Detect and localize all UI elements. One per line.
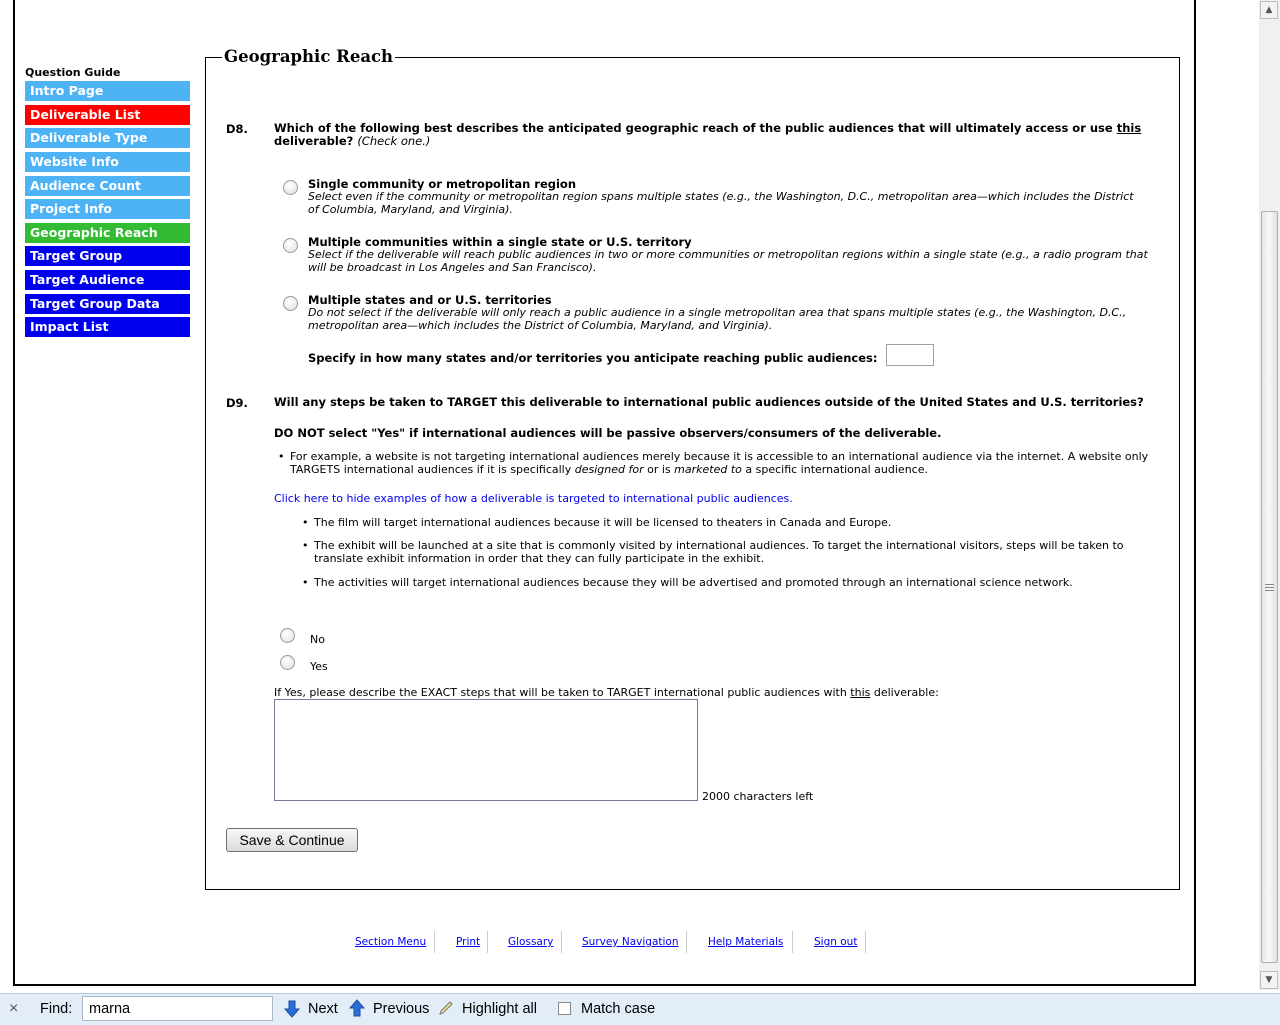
question-guide-title: Question Guide	[25, 66, 121, 79]
find-input[interactable]	[82, 996, 273, 1021]
scrollbar-thumb[interactable]	[1261, 211, 1278, 963]
d8-option-multi-community-desc: Select if the deliverable will reach public audiences in two or more communities or metropolitan regions within a single state (e.g., a radio program that will be broadcast in Los Angeles and San Francisco).	[308, 248, 1148, 274]
scroll-up-arrow-icon[interactable]: ▲	[1260, 1, 1278, 19]
d8-option-multi-state-desc: Do not select if the deliverable will only reach a public audience in a single metropolitan area that spans multiple states (e.g., the Washington, D.C., metropolitan area—which includes the District of Columbia, Maryland, and Virginia).	[308, 306, 1127, 332]
footer-sign-out-link[interactable]: Sign out	[814, 936, 858, 948]
d9-describe-label-this: this	[850, 686, 871, 699]
highlight-all-button[interactable]	[462, 1001, 537, 1017]
find-bar	[0, 993, 1280, 1025]
d9-describe-label-b: deliverable:	[870, 686, 939, 699]
footer-separator	[561, 931, 562, 953]
question-number-d9: D9.	[226, 396, 248, 410]
d8-option-multi-community-title: Multiple communities within a single state or U.S. territory	[308, 235, 692, 249]
d8-option-multi-community-radio[interactable]	[283, 238, 298, 253]
highlight-all-label: Highlight all	[462, 1001, 537, 1017]
nav-item-website-info[interactable]: Website Info	[25, 152, 190, 172]
nav-item-impact-list[interactable]: Impact List	[25, 317, 190, 337]
highlighter-icon	[437, 999, 455, 1017]
d9-yes-label: Yes	[310, 660, 328, 673]
d9-describe-label-a: If Yes, please describe the EXACT steps that will be taken to TARGET international public audiences with	[274, 686, 851, 699]
previous-arrow-icon	[349, 999, 365, 1017]
d9-steps-textarea[interactable]	[274, 699, 698, 801]
d8-option-multi-state-radio[interactable]	[283, 296, 298, 311]
specify-states-input[interactable]	[886, 344, 934, 366]
d9-example-note	[290, 450, 1152, 476]
next-arrow-icon	[284, 1000, 300, 1018]
d9-no-radio[interactable]	[280, 628, 295, 643]
d9-describe-label	[274, 686, 939, 699]
d9-example-note-a: For example, a website is not targeting international audiences merely because it is accessible to an international audience via the internet. A website only TARGETS international audiences if it is specifically	[290, 450, 1149, 476]
footer-separator	[792, 931, 793, 953]
d9-example-item: • The film will target international audiences because it will be licensed to theaters in Canada and Europe.	[314, 516, 1154, 529]
question-text-d8-a: Which of the following best describes the anticipated geographic reach of the public audiences that will ultimately access or use	[274, 121, 1117, 135]
characters-left-counter: 2000 characters left	[702, 790, 814, 803]
nav-item-audience-count[interactable]: Audience Count	[25, 176, 190, 196]
question-text-d8-this: this	[1116, 121, 1142, 135]
d9-example-note-designed: designed for	[574, 463, 644, 476]
footer-separator	[487, 931, 488, 953]
nav-item-intro-page[interactable]: Intro Page	[25, 81, 190, 101]
find-next-button[interactable]	[308, 1001, 338, 1017]
save-continue-button[interactable]: Save & Continue	[226, 828, 358, 852]
footer-separator	[686, 931, 687, 953]
section-legend: Geographic Reach	[224, 47, 394, 66]
d9-warning: DO NOT select "Yes" if international audiences will be passive observers/consumers of the deliverable.	[274, 426, 942, 440]
nav-item-deliverable-list[interactable]: Deliverable List	[25, 105, 190, 125]
match-case-checkbox[interactable]	[558, 1002, 571, 1015]
question-number-d8: D8.	[226, 122, 248, 136]
d9-example-note-or: or is	[643, 463, 675, 476]
scroll-down-arrow-icon[interactable]: ▼	[1260, 971, 1278, 989]
d9-example-note-b: a specific international audience.	[741, 463, 928, 476]
question-text-d8-b: deliverable?	[274, 134, 354, 148]
nav-item-target-audience[interactable]: Target Audience	[25, 270, 190, 290]
nav-item-project-info[interactable]: Project Info	[25, 199, 190, 219]
nav-item-target-group-data[interactable]: Target Group Data	[25, 294, 190, 314]
question-hint-d8: (Check one.)	[357, 134, 431, 148]
footer-print-link[interactable]: Print	[456, 936, 481, 948]
question-text-d9: Will any steps be taken to TARGET this deliverable to international public audiences outside of the United States and U.S. territories?	[274, 395, 1144, 409]
close-findbar-icon[interactable]: ×	[9, 1000, 19, 1017]
nav-item-target-group[interactable]: Target Group	[25, 246, 190, 266]
d9-example-note-marketed: marketed to	[674, 463, 742, 476]
nav-item-geographic-reach[interactable]: Geographic Reach	[25, 223, 190, 243]
d8-option-single-radio[interactable]	[283, 180, 298, 195]
footer-help-materials-link[interactable]: Help Materials	[708, 936, 784, 948]
d9-no-label: No	[310, 633, 325, 646]
d8-option-single-desc: Select even if the community or metropolitan region spans multiple states (e.g., the Washington, D.C., metropolitan area—which includes the District of Columbia, Maryland, and Virginia).	[308, 190, 1134, 216]
question-text-d8	[274, 122, 1149, 148]
d8-option-single-title: Single community or metropolitan region	[308, 177, 577, 191]
footer-separator	[865, 931, 866, 953]
footer-separator	[434, 931, 435, 953]
specify-states-label: Specify in how many states and/or territories you anticipate reaching public audiences:	[308, 351, 878, 365]
match-case-label[interactable]: Match case	[581, 1001, 656, 1017]
find-previous-label: Previous	[373, 1001, 430, 1017]
d9-example-item: • The activities will target international audiences because they will be advertised and promoted through an international science network.	[314, 576, 1154, 589]
find-next-label: Next	[308, 1001, 338, 1017]
grip-icon	[1265, 584, 1274, 585]
d9-example-item: • The exhibit will be launched at a site that is commonly visited by international audiences. To target the international visitors, steps will be taken to translate exhibit information in order that they can fully participate in the exhibit.	[314, 539, 1154, 565]
hide-examples-link[interactable]: Click here to hide examples of how a deliverable is targeted to international public audiences.	[274, 492, 793, 505]
d9-yes-radio[interactable]	[280, 655, 295, 670]
find-label: Find:	[40, 1001, 73, 1017]
d8-option-multi-state-title: Multiple states and or U.S. territories	[308, 293, 552, 307]
footer-survey-navigation-link[interactable]: Survey Navigation	[582, 936, 679, 948]
find-previous-button[interactable]	[373, 1001, 429, 1017]
footer-glossary-link[interactable]: Glossary	[508, 936, 554, 948]
footer-section-menu-link[interactable]: Section Menu	[355, 936, 427, 948]
nav-item-deliverable-type[interactable]: Deliverable Type	[25, 128, 190, 148]
